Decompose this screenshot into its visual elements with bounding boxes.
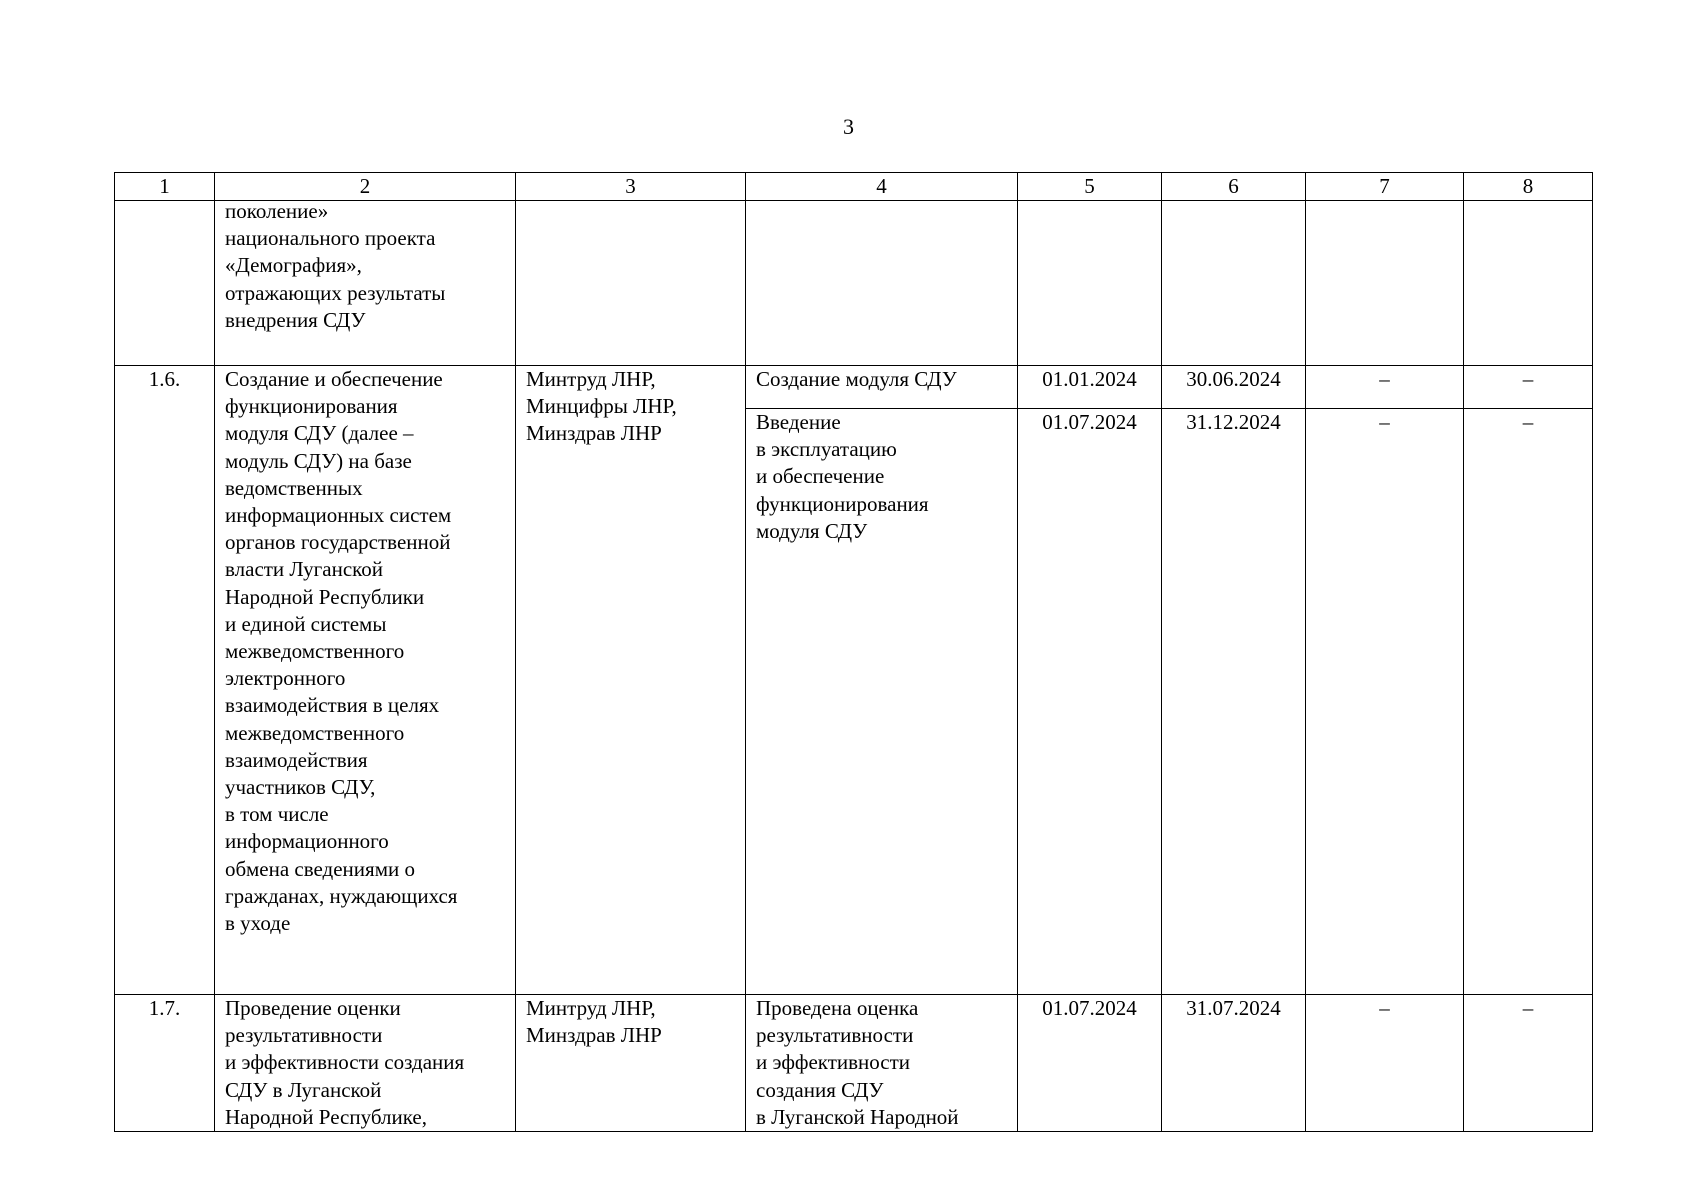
row-1-7-name: Проведение оценки результативности и эффективности создания СДУ в Луганской Народной Республике,: [215, 995, 516, 1132]
table-row-1-6-a: [115, 366, 1593, 409]
continuation-end-cell: [1162, 201, 1306, 366]
row-1-6-result-1-start: 01.01.2024: [1018, 366, 1162, 409]
header-cell-8: 8: [1464, 173, 1593, 201]
row-1-6-result-2-end: 31.12.2024: [1162, 409, 1306, 995]
continuation-num-cell: [115, 201, 215, 366]
row-1-7-result-1-end: 31.07.2024: [1162, 995, 1306, 1132]
page-number: 3: [843, 114, 854, 139]
header-cell-6: 6: [1162, 173, 1306, 201]
continuation-col8-cell: [1464, 201, 1593, 366]
row-1-6-result-2-col8: –: [1464, 409, 1593, 995]
row-1-7-result-1-start: 01.07.2024: [1018, 995, 1162, 1132]
row-1-7-executors: Минтруд ЛНР, Минздрав ЛНР: [516, 995, 746, 1132]
continuation-col7-cell: [1306, 201, 1464, 366]
table-row-1-7: [115, 995, 1593, 1132]
header-cell-3: 3: [516, 173, 746, 201]
header-cell-4: 4: [746, 173, 1018, 201]
row-1-7-result-1-col8: –: [1464, 995, 1593, 1132]
row-1-7-result-1-col7: –: [1306, 995, 1464, 1132]
row-1-6-result-1-end: 30.06.2024: [1162, 366, 1306, 409]
row-1-6-result-2: Введение в эксплуатацию и обеспечение функционирования модуля СДУ: [746, 409, 1018, 995]
row-1-6-number: 1.6.: [115, 366, 215, 995]
row-1-7-number: 1.7.: [115, 995, 215, 1132]
continuation-row: [115, 201, 1593, 366]
header-row: [115, 173, 1593, 201]
continuation-result-cell: [746, 201, 1018, 366]
row-1-6-result-1-col7: –: [1306, 366, 1464, 409]
row-1-7-result-1: Проведена оценка результативности и эффективности создания СДУ в Луганской Народной: [746, 995, 1018, 1132]
row-1-6-result-1: Создание модуля СДУ: [746, 366, 1018, 409]
continuation-start-cell: [1018, 201, 1162, 366]
header-cell-1: 1: [115, 173, 215, 201]
row-1-6-executors: Минтруд ЛНР, Минцифры ЛНР, Минздрав ЛНР: [516, 366, 746, 995]
row-1-6-name: Создание и обеспечение функционирования модуля СДУ (далее – модуль СДУ) на базе ведомственных информационных систем органов государственной власти Луганской Народной Республики и единой системы межведомственного электронного взаимодействия в целях межведомственного взаимодействия участников СДУ, в том числе информационного обмена сведениями о гражданах, нуждающихся в уходе: [215, 366, 516, 995]
header-cell-7: 7: [1306, 173, 1464, 201]
continuation-name-cell: поколение» национального проекта «Демография», отражающих результаты внедрения СДУ: [215, 198, 516, 363]
header-cell-5: 5: [1018, 173, 1162, 201]
plan-table: [114, 172, 1593, 1132]
row-1-6-result-2-start: 01.07.2024: [1018, 409, 1162, 995]
header-cell-2: 2: [215, 173, 516, 201]
continuation-executors-cell: [516, 201, 746, 366]
row-1-6-result-1-col8: –: [1464, 366, 1593, 409]
row-1-6-result-2-col7: –: [1306, 409, 1464, 995]
